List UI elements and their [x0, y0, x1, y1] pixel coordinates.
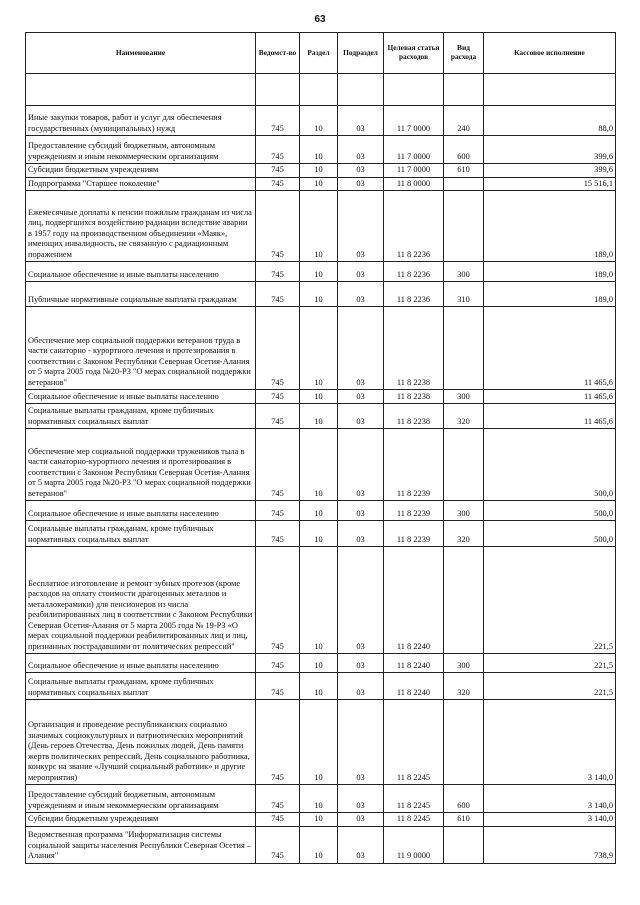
row-vid [444, 700, 484, 785]
row-name: Социальные выплаты гражданам, кроме публичных нормативных социальных выплат [26, 521, 256, 547]
row-razdel: 10 [300, 191, 338, 262]
row-celevaya: 11 8 2238 [384, 404, 444, 429]
row-ved: 745 [256, 826, 300, 863]
row-name: Организация и проведение республиканских социально значимых социокультурных и патриотических мероприятий (День героев Отечества, День пожилых людей, День памяти жертв политических репрессий, День социального работника, конкурс на звание «Лучший социальный работник» и другие мероприятия) [26, 700, 256, 785]
row-amount: 3 140,0 [484, 813, 616, 827]
row-razdel: 10 [300, 106, 338, 136]
row-vid: 610 [444, 164, 484, 178]
row-razdel: 10 [300, 136, 338, 164]
row-razdel: 10 [300, 404, 338, 429]
table-row [26, 191, 616, 262]
row-vid: 610 [444, 813, 484, 827]
row-amount: 399,6 [484, 136, 616, 164]
row-name: Иные закупки товаров, работ и услуг для обеспечения государственных (муниципальных) нужд [26, 106, 256, 136]
row-name: Социальное обеспечение и иные выплаты населению [26, 262, 256, 282]
row-ved: 745 [256, 429, 300, 501]
row-celevaya: 11 8 2239 [384, 429, 444, 501]
row-podrazdel: 03 [338, 673, 384, 700]
row-name: Социальные выплаты гражданам, кроме публичных нормативных социальных выплат [26, 673, 256, 700]
row-celevaya: 11 7 0000 [384, 164, 444, 178]
row-ved: 745 [256, 785, 300, 813]
row-razdel: 10 [300, 826, 338, 863]
row-celevaya: 11 7 0000 [384, 106, 444, 136]
row-name: Ежемесячные доплаты к пенсии пожилым гражданам из числа лиц, подвергшихся воздействию радиации вследствие аварии в 1957 году на производственном объединении «Маяк», имеющих инвалидность, не связанную с радиационным поражением [26, 191, 256, 262]
row-name: Обеспечение мер социальной поддержки тружеников тыла в части санаторно-курортного лечения и протезирования в соответствии с Законом Республики Северная Осетия-Алания от 5 марта 2005 года №20-РЗ "О мерах социальной поддержки ветеранов" [26, 429, 256, 501]
row-vid [444, 826, 484, 863]
row-amount: 11 465,6 [484, 404, 616, 429]
row-podrazdel: 03 [338, 404, 384, 429]
table-row [26, 547, 616, 654]
header-razdel: Раздел [300, 33, 338, 74]
row-podrazdel: 03 [338, 521, 384, 547]
table-row [26, 826, 616, 863]
row-razdel: 10 [300, 164, 338, 178]
row-ved: 745 [256, 813, 300, 827]
row-ved: 745 [256, 547, 300, 654]
row-name: Социальное обеспечение и иные выплаты населению [26, 654, 256, 673]
table-row [26, 136, 616, 164]
row-celevaya: 11 8 2239 [384, 521, 444, 547]
row-amount: 189,0 [484, 191, 616, 262]
table-body [26, 74, 616, 864]
row-podrazdel: 03 [338, 164, 384, 178]
row-amount: 399,6 [484, 164, 616, 178]
row-vid: 320 [444, 673, 484, 700]
row-podrazdel: 03 [338, 177, 384, 191]
row-ved: 745 [256, 404, 300, 429]
row-podrazdel: 03 [338, 262, 384, 282]
row-amount: 11 465,6 [484, 390, 616, 404]
row-vid: 300 [444, 262, 484, 282]
row-celevaya: 11 8 2239 [384, 501, 444, 521]
header-podrazdel: Подраздел [338, 33, 384, 74]
table-row [26, 501, 616, 521]
table-row [26, 654, 616, 673]
row-podrazdel: 03 [338, 547, 384, 654]
row-amount: 15 516,1 [484, 177, 616, 191]
table-row [26, 262, 616, 282]
header-ved: Ведомст-во [256, 33, 300, 74]
table-row [26, 700, 616, 785]
row-amount: 221,5 [484, 673, 616, 700]
spacer-row [26, 74, 616, 106]
row-name: Обеспечение мер социальной поддержки ветеранов труда в части санаторно - курортного лечения и протезирования в соответствии с Законом Республики Северная Осетия-Алания от 5 марта 2005 года №20-РЗ "О мерах социальной поддержки ветеранов" [26, 307, 256, 390]
row-ved: 745 [256, 262, 300, 282]
row-podrazdel: 03 [338, 654, 384, 673]
row-amount: 189,0 [484, 262, 616, 282]
row-vid: 310 [444, 282, 484, 307]
row-amount: 3 140,0 [484, 785, 616, 813]
row-ved: 745 [256, 177, 300, 191]
page-number: 63 [314, 14, 326, 25]
row-celevaya: 11 8 2236 [384, 191, 444, 262]
table-row [26, 307, 616, 390]
row-razdel: 10 [300, 673, 338, 700]
row-amount: 189,0 [484, 282, 616, 307]
row-ved: 745 [256, 700, 300, 785]
row-vid: 320 [444, 521, 484, 547]
row-vid [444, 177, 484, 191]
row-name: Бесплатное изготовление и ремонт зубных протезов (кроме расходов на оплату стоимости драгоценных металлов и металлокерамики) для пенсионеров из числа реабилитированных лиц в соответствии с Законом Республики Северная Осетия-Алания от 5 марта 2005 года № 19-РЗ «О мерах социальной поддержки реабилитированных лиц и лиц, признанных пострадавшими от политических репрессий" [26, 547, 256, 654]
row-name: Предоставление субсидий бюджетным, автономным учреждениям и иным некоммерческим организациям [26, 785, 256, 813]
row-vid [444, 547, 484, 654]
row-amount: 11 465,6 [484, 307, 616, 390]
header-vid: Вид расхода [444, 33, 484, 74]
table-row [26, 390, 616, 404]
row-razdel: 10 [300, 177, 338, 191]
row-vid [444, 429, 484, 501]
row-ved: 745 [256, 191, 300, 262]
row-podrazdel: 03 [338, 106, 384, 136]
row-celevaya: 11 8 2236 [384, 282, 444, 307]
row-celevaya: 11 8 2240 [384, 547, 444, 654]
row-podrazdel: 03 [338, 813, 384, 827]
row-celevaya: 11 8 2238 [384, 390, 444, 404]
row-vid: 240 [444, 106, 484, 136]
row-podrazdel: 03 [338, 136, 384, 164]
row-ved: 745 [256, 521, 300, 547]
row-celevaya: 11 8 0000 [384, 177, 444, 191]
row-podrazdel: 03 [338, 700, 384, 785]
row-amount: 500,0 [484, 521, 616, 547]
row-razdel: 10 [300, 521, 338, 547]
row-ved: 745 [256, 164, 300, 178]
row-ved: 745 [256, 136, 300, 164]
row-amount: 221,5 [484, 654, 616, 673]
row-name: Социальные выплаты гражданам, кроме публичных нормативных социальных выплат [26, 404, 256, 429]
row-ved: 745 [256, 307, 300, 390]
row-celevaya: 11 8 2245 [384, 785, 444, 813]
row-celevaya: 11 8 2236 [384, 262, 444, 282]
row-razdel: 10 [300, 282, 338, 307]
row-amount: 738,9 [484, 826, 616, 863]
row-celevaya: 11 9 0000 [384, 826, 444, 863]
row-ved: 745 [256, 390, 300, 404]
row-razdel: 10 [300, 700, 338, 785]
header-celevaya: Целевая статья расходов [384, 33, 444, 74]
header-kassa: Кассовое исполнение [484, 33, 616, 74]
table-row [26, 813, 616, 827]
row-amount: 500,0 [484, 501, 616, 521]
table-header-row [26, 33, 616, 74]
row-razdel: 10 [300, 429, 338, 501]
row-vid: 320 [444, 404, 484, 429]
row-podrazdel: 03 [338, 785, 384, 813]
row-podrazdel: 03 [338, 429, 384, 501]
row-amount: 3 140,0 [484, 700, 616, 785]
row-celevaya: 11 8 2240 [384, 673, 444, 700]
budget-execution-table [25, 32, 616, 864]
row-name: Субсидии бюджетным учреждениям [26, 164, 256, 178]
row-razdel: 10 [300, 262, 338, 282]
row-razdel: 10 [300, 813, 338, 827]
row-razdel: 10 [300, 547, 338, 654]
table-row [26, 429, 616, 501]
row-celevaya: 11 8 2238 [384, 307, 444, 390]
row-podrazdel: 03 [338, 282, 384, 307]
row-amount: 88,0 [484, 106, 616, 136]
row-name: Ведомственная программа "Информатизация системы социальной защиты населения Республики Северная Осетия – Алания" [26, 826, 256, 863]
row-podrazdel: 03 [338, 390, 384, 404]
table-row [26, 673, 616, 700]
row-vid [444, 307, 484, 390]
row-podrazdel: 03 [338, 501, 384, 521]
row-name: Субсидии бюджетным учреждениям [26, 813, 256, 827]
row-name: Социальное обеспечение и иные выплаты населению [26, 501, 256, 521]
row-razdel: 10 [300, 654, 338, 673]
table-row [26, 282, 616, 307]
row-amount: 221,5 [484, 547, 616, 654]
table-row [26, 521, 616, 547]
row-celevaya: 11 7 0000 [384, 136, 444, 164]
table-row [26, 177, 616, 191]
row-vid: 300 [444, 501, 484, 521]
row-razdel: 10 [300, 307, 338, 390]
row-name: Предоставление субсидий бюджетным, автономным учреждениям и иным некоммерческим организациям [26, 136, 256, 164]
header-name: Наименование [26, 33, 256, 74]
row-podrazdel: 03 [338, 191, 384, 262]
row-razdel: 10 [300, 785, 338, 813]
row-celevaya: 11 8 2240 [384, 654, 444, 673]
row-vid: 300 [444, 390, 484, 404]
row-podrazdel: 03 [338, 826, 384, 863]
row-celevaya: 11 8 2245 [384, 813, 444, 827]
row-ved: 745 [256, 673, 300, 700]
row-ved: 745 [256, 282, 300, 307]
row-celevaya: 11 8 2245 [384, 700, 444, 785]
table-row [26, 164, 616, 178]
row-ved: 745 [256, 106, 300, 136]
row-ved: 745 [256, 654, 300, 673]
row-amount: 500,0 [484, 429, 616, 501]
row-vid: 600 [444, 136, 484, 164]
row-vid: 300 [444, 654, 484, 673]
table-row [26, 404, 616, 429]
row-name: Подпрограмма "Старшее поколение" [26, 177, 256, 191]
row-ved: 745 [256, 501, 300, 521]
row-razdel: 10 [300, 390, 338, 404]
row-vid: 600 [444, 785, 484, 813]
row-name: Социальное обеспечение и иные выплаты населению [26, 390, 256, 404]
table-row [26, 785, 616, 813]
row-podrazdel: 03 [338, 307, 384, 390]
table-row [26, 106, 616, 136]
row-name: Публичные нормативные социальные выплаты гражданам [26, 282, 256, 307]
row-razdel: 10 [300, 501, 338, 521]
row-vid [444, 191, 484, 262]
